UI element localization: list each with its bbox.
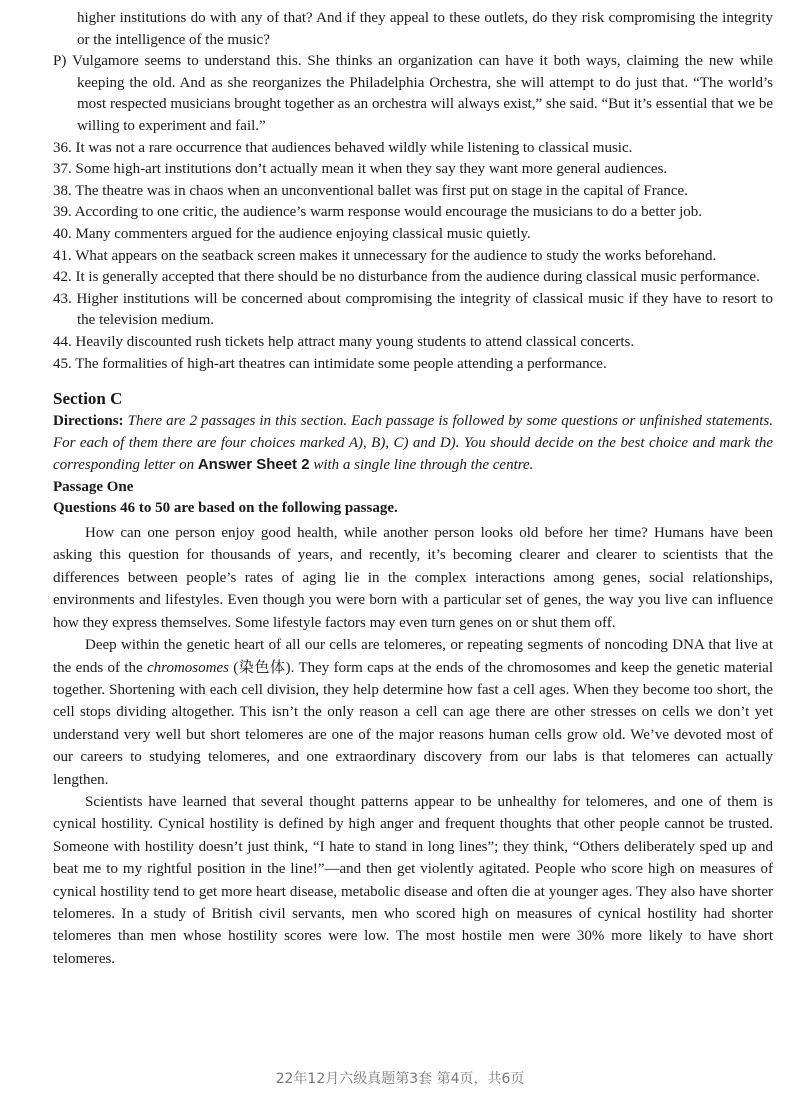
statement-number: 44. xyxy=(53,333,72,350)
statement-number: 45. xyxy=(53,355,72,372)
page-footer: 22年12月六级真题第3套 第4页，共6页 xyxy=(275,1071,525,1087)
statement-number: 43. xyxy=(53,290,72,307)
statement-item xyxy=(53,138,773,160)
answer-sheet-label: Answer Sheet 2 xyxy=(197,456,310,474)
section-title: Section C xyxy=(53,389,123,409)
statement-item xyxy=(53,354,773,376)
statement-number: 40. xyxy=(53,225,72,242)
statement-text: Heavily discounted rush tickets help attract many young students to attend classical concerts. xyxy=(75,333,635,350)
statement-text: The formalities of high-art theatres can intimidate some people attending a performance. xyxy=(75,355,607,372)
statement-item xyxy=(53,332,773,354)
statement-number: 36. xyxy=(53,139,72,156)
paragraph-text: (染色体). They form caps at the ends of the chromosomes and keep the genetic material together. Shortening with each cell division, they help determine how fast a cell ages. When they become too short, the cell stops dividing altogether. This isn’t the only reason a cell can age there are other stresses on cells we don’t yet understand very well but short telomeres are one of the major reasons human cells grow old. We’ve devoted most of our careers to studying telomeres, and one extraordinary discovery from our labs is that telomeres can actually lengthen. xyxy=(53,659,774,788)
statement-number: 38. xyxy=(53,182,72,199)
statement-text: It is generally accepted that there should be no disturbance from the audience during classical music performance. xyxy=(75,269,760,286)
statement-number: 42. xyxy=(53,269,72,286)
statement-text: It was not a rare occurrence that audiences behaved wildly while listening to classical music. xyxy=(75,139,633,156)
statement-item xyxy=(53,202,773,224)
statement-item xyxy=(53,267,773,289)
paragraph-p xyxy=(53,51,773,137)
passage-paragraph-1: How can one person enjoy good health, while another person looks old before her time? Humans have been asking this question for thousands of years, and recently, it’s becoming clearer and clearer to scientists that the differences between people’s rates of aging lie in the complex interactions among genes, social relationships, environments and lifestyles. Even though you were born with a particular set of genes, the way you live can influence how they express themselves. Some lifestyle factors may even turn genes on or shut them off. xyxy=(53,525,773,631)
paragraph-text: Vulgamore seems to understand this. She thinks an organization can have it both ways, claiming the new while keeping the old. And as she reorganizes the Philadelphia Orchestra, she will attempt to do just that. “The world’s most respected musicians brought together as an orchestra will always exist,” she said. “But it’s essential that we be willing to experiment and fail.” xyxy=(72,53,774,134)
directions-text-end: with a single line through the centre. xyxy=(313,457,534,474)
statement-item xyxy=(53,181,773,203)
statement-list xyxy=(53,138,773,376)
statement-text: What appears on the seatback screen makes it unnecessary for the audience to study the works beforehand. xyxy=(75,247,717,264)
passage-intro: Questions 46 to 50 are based on the following passage. xyxy=(53,500,398,517)
statement-number: 41. xyxy=(53,247,72,264)
paragraph-text: Deep within the genetic heart of all our cells are telomeres, or repeating segments of noncoding DNA that live at the ends of the xyxy=(53,637,773,676)
directions-label: Directions: xyxy=(53,413,124,430)
statement-text: The theatre was in chaos when an unconventional ballet was first put on stage in the capital of France. xyxy=(75,182,688,199)
continuation-text: higher institutions do with any of that? And if they appeal to these outlets, do they risk compromising the integrity or the intelligence of the music? xyxy=(77,10,773,48)
statement-item xyxy=(53,159,773,181)
statement-text: Some high-art institutions don’t actually mean it when they say they want more general audiences. xyxy=(75,161,668,178)
directions xyxy=(53,411,773,477)
statement-number: 39. xyxy=(53,204,72,221)
statement-number: 37. xyxy=(53,161,72,178)
document-page xyxy=(53,8,773,970)
statement-text: Higher institutions will be concerned about compromising the integrity of classical music if they have to resort to the television medium. xyxy=(76,290,774,329)
statement-text: According to one critic, the audience’s warm response would encourage the musicians to do a better job. xyxy=(74,204,702,221)
statement-item xyxy=(53,224,773,246)
passage-paragraph-2 xyxy=(53,634,773,791)
passage-title: Passage One xyxy=(53,478,134,495)
statement-item xyxy=(53,246,773,268)
chromosomes-term: chromosomes xyxy=(147,659,229,676)
paragraph-label: P) xyxy=(53,53,67,70)
directions-text: There are 2 passages in this section. Each passage is followed by some questions or unfinished statements. For each of them there are four choices marked A), B), C) and D). You should decide on the best choice and mark the corresponding letter on xyxy=(53,413,774,474)
passage-paragraph-3: Scientists have learned that several thought patterns appear to be unhealthy for telomeres, and one of them is cynical hostility. Cynical hostility is defined by high anger and frequent thoughts that other people cannot be trusted. Someone with hostility doesn’t just think, “I hate to stand in long lines”; they think, “Others deliberately sped up and beat me to my rightful position in the line!”—and then get violently agitated. People who score high on measures of cynical hostility tend to get more heart disease, metabolic disease and often die at younger ages. They also have shorter telomeres. In a study of British civil servants, men who scored high on measures of cynical hostility had shorter telomeres than men whose hostility scores were low. The most hostile men were 30% more likely to have short telomeres. xyxy=(53,793,773,967)
statement-text: Many commenters argued for the audience enjoying classical music quietly. xyxy=(75,225,531,242)
statement-item xyxy=(53,289,773,332)
